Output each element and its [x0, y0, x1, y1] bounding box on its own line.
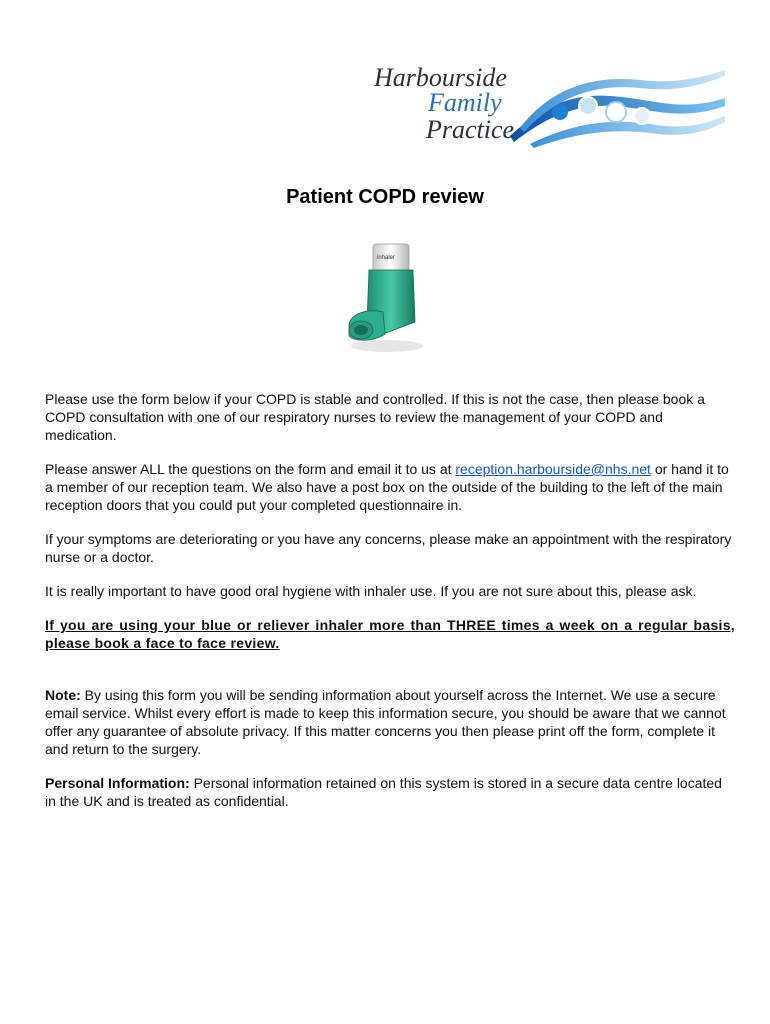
logo-line-harbourside: Harbourside: [374, 63, 507, 92]
intro-paragraph: Please use the form below if your COPD is stable and controlled. If this is not the case, then please book a COPD consultation with one of our respiratory nurses to review the management of your COPD and medication.: [45, 391, 705, 443]
personal-info-label: Personal Information:: [45, 775, 190, 791]
instructions-text-after: or hand it to a member of our reception team. We also have a post box on the outside of the building to the left of the main reception doors that you could put your completed questionnaire in.: [45, 461, 729, 513]
main-content: [45, 390, 735, 826]
email-link[interactable]: reception.harbourside@nhs.net: [455, 461, 651, 477]
hygiene-paragraph: It is really important to have good oral hygiene with inhaler use. If you are not sure about this, please ask.: [45, 583, 697, 599]
practice-logo: [360, 58, 730, 153]
instructions-paragraph: [45, 460, 735, 514]
note-label: Note:: [45, 687, 81, 703]
inhaler-label: inhaler: [377, 255, 396, 261]
logo-line-practice: Practice: [426, 115, 515, 144]
inhaler-image: [343, 242, 428, 354]
personal-info-paragraph: [45, 774, 735, 810]
instructions-text-before: Please answer ALL the questions on the form and email it to us at: [45, 461, 456, 477]
personal-info-text: Personal information retained on this system is stored in a secure data centre located in the UK and is treated as confidential.: [45, 775, 722, 809]
note-paragraph: [45, 686, 735, 758]
symptoms-paragraph: If your symptoms are deteriorating or you have any concerns, please make an appointment with the respiratory nurse or a doctor.: [45, 531, 732, 565]
logo-line-family: Family: [428, 88, 502, 117]
note-text: By using this form you will be sending information about yourself across the Internet. We use a secure email service. Whilst every effort is made to keep this information secure, you should be aware that we cannot offer any guarantee of absolute privacy. If this matter concerns you then please print off the form, complete it and return to the surgery.: [45, 687, 726, 757]
logo-waves-graphic: [500, 58, 730, 153]
page-title: Patient COPD review: [286, 186, 484, 208]
reliever-warning: If you are using your blue or reliever inhaler more than THREE times a week on a regular basis, please book a face to face review.: [45, 617, 735, 651]
